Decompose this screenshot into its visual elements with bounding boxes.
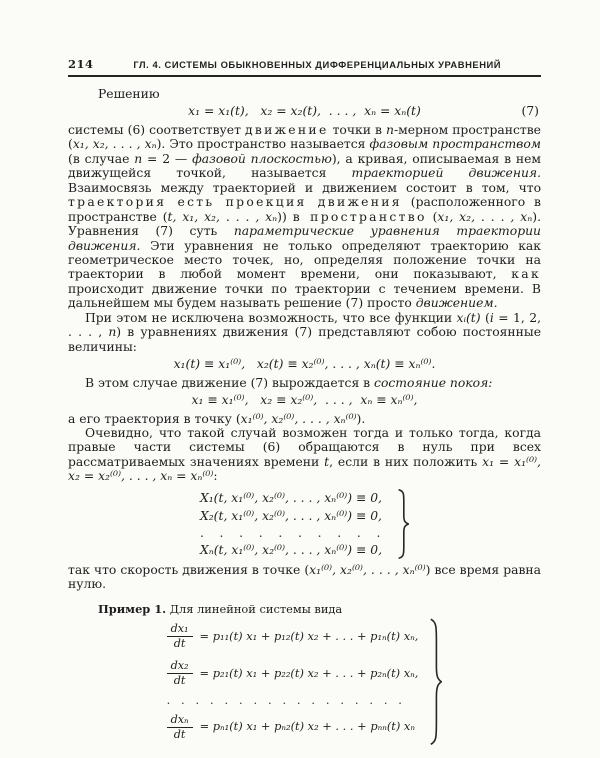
page-number: 214	[68, 57, 94, 71]
text-run: движением.	[415, 296, 498, 311]
text-run: точки в	[328, 122, 386, 137]
text-run: , если в них положить	[329, 454, 483, 469]
equation-rest-values: x₁(t) ≡ x₁⁽⁰⁾, x₂(t) ≡ x₂⁽⁰⁾, . . . , xₙ(t) ≡ xₙ⁽⁰⁾.	[173, 357, 436, 372]
text-run: ).	[356, 411, 366, 426]
equation-system-zeros	[68, 489, 541, 559]
fraction-dxn-dt	[167, 714, 193, 741]
text-run: параметрические уравнения траектории движения.	[68, 224, 541, 253]
fraction-numerator: dx₁	[167, 623, 193, 637]
text-run: x₁, x₂, . . . , xₙ	[437, 209, 533, 224]
text-run: ))	[277, 209, 293, 224]
linear-system-row-n	[167, 714, 419, 741]
text-run: n	[134, 151, 143, 166]
system-line-n: Xₙ(t, x₁⁽⁰⁾, x₂⁽⁰⁾, . . . , xₙ⁽⁰⁾) ≡ 0,	[199, 542, 383, 557]
equation-7	[68, 104, 541, 118]
system-line-1: X₁(t, x₁⁽⁰⁾, x₂⁽⁰⁾, . . . , xₙ⁽⁰⁾) ≡ 0,	[199, 490, 382, 505]
fraction-denominator: dt	[173, 637, 186, 651]
text-run: x₁⁽⁰⁾, x₂⁽⁰⁾, . . . , xₙ⁽⁰⁾	[240, 411, 357, 426]
text-run: i	[489, 310, 494, 325]
row-1-rhs: = p₁₁(t) x₁ + p₁₂(t) x₂ + . . . + p₁ₙ(t) xₙ,	[199, 628, 419, 643]
example-section	[68, 603, 541, 746]
lead-word: Решению	[98, 87, 160, 101]
paragraph-rest-state	[68, 376, 541, 390]
text-run: В этом случае движение (7) вырождается в	[85, 375, 375, 390]
equation-rest-state: x₁ ≡ x₁⁽⁰⁾, x₂ ≡ x₂⁽⁰⁾, . . . , xₙ ≡ xₙ⁽⁰⁾,	[191, 393, 418, 408]
text-run: При этом не исключена возможность, что все функции	[85, 310, 457, 325]
text-run: = 1, 2, . . . ,	[68, 310, 541, 340]
fraction-denominator: dt	[173, 727, 186, 741]
text-run: ) все время равна нулю.	[68, 562, 542, 592]
text-run: (	[480, 310, 490, 325]
text-run: x₁ = x₁⁽⁰⁾, x₂ = x₂⁽⁰⁾, . . . , xₙ = xₙ⁽⁰⁾	[68, 454, 541, 484]
text-run: (	[426, 209, 438, 224]
text-run: ). Уравнения (7) суть	[68, 209, 541, 239]
example-heading	[68, 603, 541, 617]
text-run: Эти уравнения не только определяют траекторию как геометрическое место точек, но, определяя положение точки на траектории в любой момент времени, они показывают,	[68, 238, 541, 282]
paragraph-constants	[68, 311, 541, 354]
text-run: а его траектория в точку (	[68, 411, 241, 426]
text-run: n	[385, 122, 394, 137]
text-run: -мерном пространстве (	[68, 122, 541, 152]
linear-system	[68, 618, 541, 746]
system-ellipsis-row: . . . . . . . . . .	[199, 525, 381, 540]
text-run: t	[324, 454, 330, 469]
chapter-title: ГЛ. 4. СИСТЕМЫ ОБЫКНОВЕННЫХ ДИФФЕРЕНЦИАЛЬНЫХ УРАВНЕНИЙ	[133, 59, 502, 70]
paragraph-phase-space	[68, 123, 541, 311]
paragraph-lead	[68, 87, 541, 101]
text-run: = 2 —	[142, 151, 193, 166]
text-run: состояние покоя:	[374, 375, 493, 390]
text-run: (расположенного в пространстве (	[68, 195, 541, 224]
text-run: движение	[244, 122, 329, 137]
text-run: происходит движение точки по траектории с течением времени. В дальнейшем мы будем называть решение (7) просто	[68, 281, 541, 311]
text-run: фазовой плоскостью	[192, 151, 332, 166]
linear-system-ellipsis-row: . . . . . . . . . . . . . . . . .	[166, 693, 402, 708]
page-body	[68, 87, 541, 746]
text-run: ), а кривая, описываемая в нем движущейся точкой, называется	[68, 151, 541, 181]
text-run: n	[108, 325, 117, 340]
text-run: траекторией движения.	[351, 166, 542, 181]
paragraph-obviously	[68, 426, 541, 484]
text-run: системы (6) соответствует	[68, 122, 245, 137]
fraction-numerator: dxₙ	[167, 714, 193, 728]
text-run: Взаимосвязь между траекторией и движением состоит в том, что	[68, 180, 541, 195]
fraction-numerator: dx₂	[167, 660, 193, 674]
text-run: x₁⁽⁰⁾, x₂⁽⁰⁾, . . . , xₙ⁽⁰⁾	[309, 562, 426, 577]
fraction-dx2-dt	[167, 660, 193, 687]
text-run: траектория есть проекция движения	[68, 195, 402, 210]
paragraph-velocity-zero	[68, 563, 541, 592]
linear-system-row-2	[167, 660, 419, 687]
linear-system-rows	[167, 618, 419, 746]
linear-system-row-1	[167, 623, 419, 650]
equation-7-number: (7)	[521, 104, 539, 119]
paragraph-trajectory-point	[68, 412, 541, 426]
text-run: :	[213, 469, 218, 484]
fraction-dx1-dt	[167, 623, 193, 650]
system-line-2: X₂(t, x₁⁽⁰⁾, x₂⁽⁰⁾, . . . , xₙ⁽⁰⁾) ≡ 0,	[199, 508, 382, 523]
text-run: Очевидно, что такой случай возможен тогда и только тогда, когда правые части системы (6) обращаются в нуль при всех рассматриваемых значениях времени	[68, 425, 541, 469]
curly-brace-icon	[428, 618, 442, 746]
equation-7-body: x₁ = x₁(t), x₂ = x₂(t), . . . , xₙ = xₙ(t)	[188, 104, 421, 119]
row-2-rhs: = p₂₁(t) x₁ + p₂₂(t) x₂ + . . . + p₂ₙ(t) xₙ,	[199, 665, 419, 680]
row-n-rhs: = pₙ₁(t) x₁ + pₙ₂(t) x₂ + . . . + pₙₙ(t) xₙ	[199, 719, 415, 734]
text-run: t, x₁, x₂, . . . , xₙ	[167, 209, 278, 224]
text-run: x₁, x₂, . . . , xₙ	[72, 137, 157, 152]
text-run: как	[511, 267, 541, 282]
text-run: xᵢ(t)	[456, 310, 481, 325]
text-run: в пространство	[292, 209, 427, 224]
example-intro: Для линейной системы вида	[166, 601, 343, 616]
text-run: фазовым пространством	[369, 137, 542, 152]
fraction-denominator: dt	[173, 674, 186, 688]
text-run: ) в уравнениях движения (7) представляют собою постоянные величины:	[68, 325, 541, 354]
text-run: так что скорость движения в точке (	[68, 562, 310, 577]
text-run: (в случае	[68, 151, 135, 166]
running-head	[68, 57, 541, 77]
text-run: ). Это пространство называется	[156, 137, 370, 152]
system-zeros-lines	[200, 489, 382, 559]
example-label: Пример 1.	[98, 601, 167, 616]
curly-brace-icon	[396, 489, 409, 559]
